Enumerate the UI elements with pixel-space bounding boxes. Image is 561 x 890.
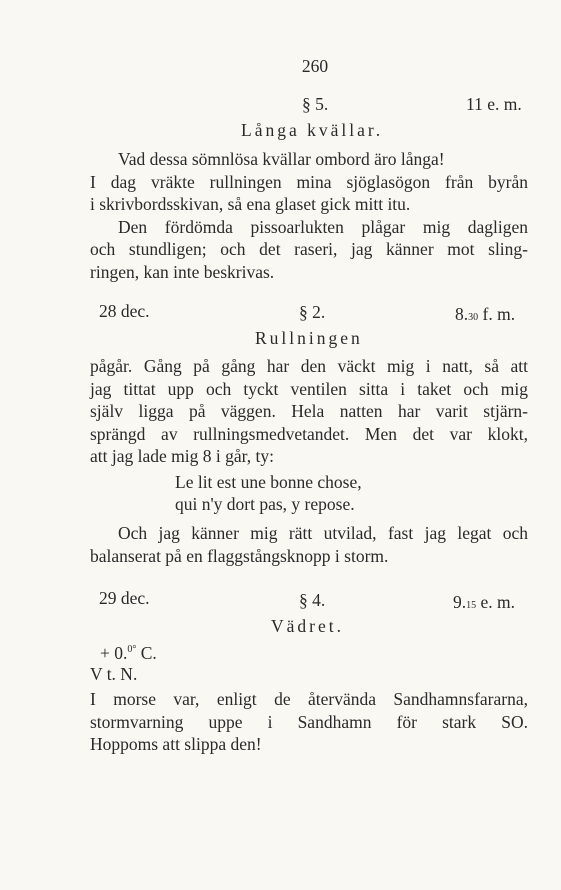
entry2-line: att jag lade mig 8 i går, ty:: [90, 446, 274, 466]
entry2-after-line: Och jag känner mig rätt utvilad, fast jag legat och: [118, 523, 528, 543]
entry1-line: Vad dessa sömnlösa kvällar ombord äro långa!: [118, 149, 445, 169]
entry1-line: ringen, kan inte beskrivas.: [90, 261, 275, 282]
quote-line-2: qui n'y dort pas, y repose.: [175, 494, 355, 514]
temperature-sign: +: [100, 643, 110, 663]
entry2-time-min: 30: [468, 312, 479, 323]
quote-line-1: Le lit est une bonne chose,: [175, 472, 362, 492]
entry2-heading: Rullningen: [255, 328, 363, 348]
entry3-time-suffix: e. m.: [480, 592, 516, 612]
entry3-time: [453, 594, 515, 612]
entry2-time-suffix: f. m.: [482, 304, 516, 324]
entry2-line: pågår. Gång på gång har den väckt mig i natt, så att: [90, 356, 528, 376]
wind: V t. N.: [90, 664, 138, 684]
entry2-after: [90, 522, 528, 567]
entry3-section: § 4.: [299, 590, 326, 610]
entry1-heading: Långa kvällar.: [241, 120, 384, 140]
entry3-time-min: 15: [466, 600, 477, 611]
entry2-date: 28 dec.: [99, 301, 150, 321]
temperature: [100, 645, 157, 663]
entry2-after-line: balanserat på en flaggstångsknopp i storm.: [90, 545, 389, 566]
entry2-section: § 2.: [299, 302, 326, 322]
entry2-time-hour: 8.: [455, 304, 469, 324]
entry1-time: 11 e. m.: [466, 94, 522, 114]
temperature-value: 0.: [114, 643, 128, 663]
entry3-time-hour: 9.: [453, 592, 467, 612]
entry3-line: Hoppoms att slippa den!: [90, 734, 262, 754]
entry1-line: I dag vräkte rullningen mina sjöglasögon från byrån: [90, 171, 528, 192]
temperature-unit: C.: [140, 643, 157, 663]
entry3-body: [90, 688, 528, 756]
entry3-date: 29 dec.: [99, 588, 150, 608]
entry3-line: stormvarning uppe i Sandhamn för stark SO.: [90, 711, 528, 732]
entry1-line: i skrivbordsskivan, så ena glaset gick mitt itu.: [90, 194, 411, 214]
entry2-time: [455, 306, 515, 324]
entry2-line: sprängd av rullningsmedvetandet. Men det var klokt,: [90, 423, 528, 444]
entry3-line: I morse var, enligt de återvända Sandhamnsfararna,: [90, 689, 528, 709]
entry1-line: Den fördömda pissoarlukten plågar mig dagligen: [118, 216, 528, 237]
entry2-line: jag tittat upp och tyckt ventilen sitta i taket och mig: [90, 378, 528, 399]
entry3-heading: Vädret.: [271, 616, 344, 636]
entry1-line: och stundligen; och det raseri, jag känner mot sling-: [90, 239, 528, 259]
temperature-sup: 0°: [127, 644, 137, 656]
entry2-line: själv ligga på väggen. Hela natten har varit stjärn-: [90, 401, 528, 421]
page-number: 260: [301, 56, 329, 76]
entry1-body: [90, 148, 528, 283]
entry2-body: [90, 355, 528, 468]
entry1-section: § 5.: [302, 94, 329, 114]
